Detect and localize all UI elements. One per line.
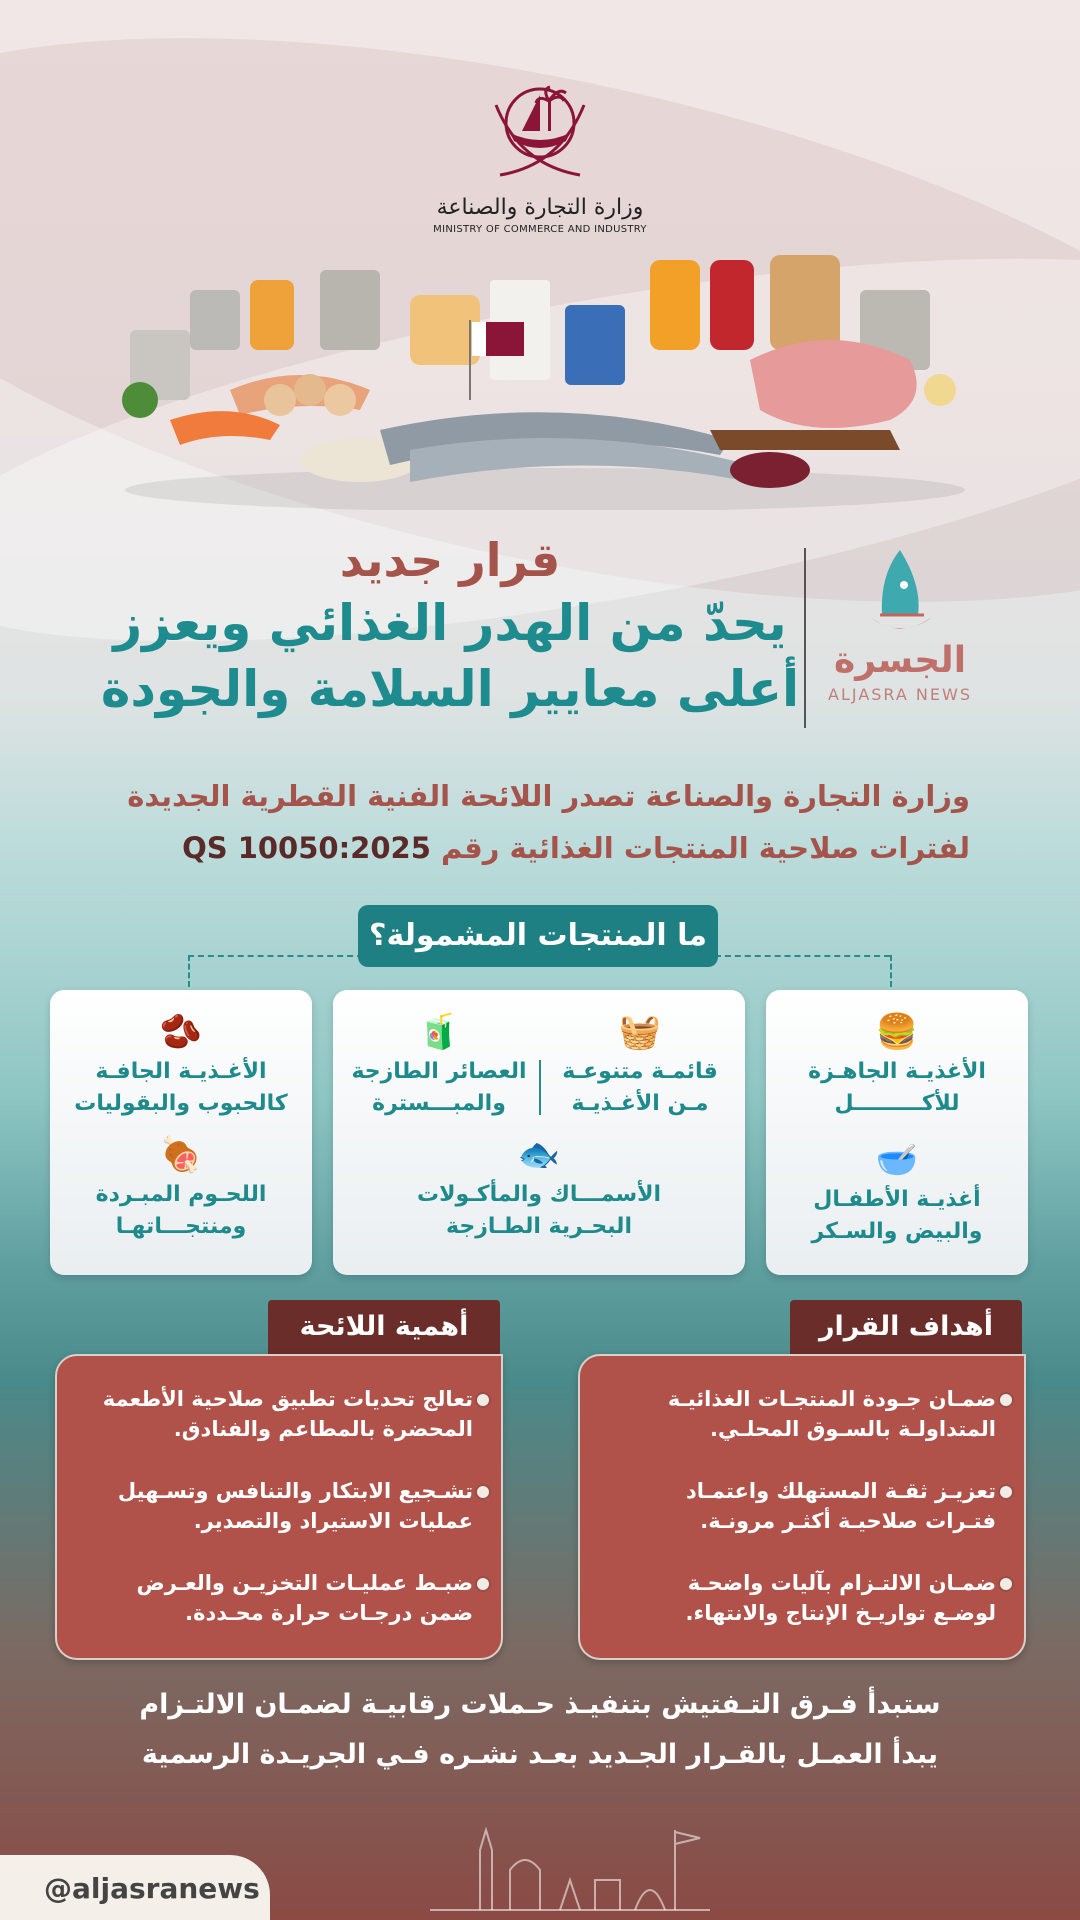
goal-line1: تعزيـز ثقـة المستهلك واعتمـاد bbox=[686, 1479, 996, 1503]
announcement-text bbox=[90, 770, 970, 874]
goal-line1: ضمـان جـودة المنتجـات الغذائيـة bbox=[667, 1387, 996, 1411]
goal-item bbox=[598, 1476, 996, 1536]
food-products-image bbox=[110, 250, 980, 510]
bowl-icon: 🥣 bbox=[875, 1140, 919, 1180]
brand-name-ar: الجسرة bbox=[833, 640, 967, 681]
goal-item bbox=[598, 1384, 996, 1444]
footer-line-1: ستبدأ فـرق التـفتيش بتنفيـذ حـملات رقابيـة لضمـان الالتـزام bbox=[139, 1689, 941, 1720]
bullet-icon bbox=[998, 1392, 1014, 1408]
goals-heading: أهداف القرار bbox=[790, 1300, 1022, 1354]
announcement-line-2 bbox=[90, 822, 970, 874]
category-label-line1: أغذيـة الأطفـال bbox=[813, 1187, 981, 1212]
importance-item bbox=[75, 1568, 473, 1628]
category-label-line2: ومنتجـــاتهـا bbox=[115, 1214, 247, 1239]
importance-line1: ضبـط عمليـات التخزيـن والعـرض bbox=[136, 1571, 473, 1595]
bullet-icon bbox=[475, 1392, 491, 1408]
goal-line2: لوضـع تواريـخ الإنتاج والانتهاء. bbox=[685, 1601, 996, 1625]
groceries-icon: 🧺 bbox=[618, 1012, 662, 1052]
bullet-icon bbox=[475, 1484, 491, 1500]
category-label-line2: والمبـــسترة bbox=[372, 1091, 506, 1116]
doha-skyline-icon bbox=[420, 1810, 720, 1920]
aljasra-logo bbox=[820, 545, 980, 704]
goal-line2: المتداولـة بالسـوق المحلـي. bbox=[710, 1417, 996, 1441]
goals-panel bbox=[578, 1354, 1026, 1660]
importance-line2: المحضرة بالمطاعم والفنادق. bbox=[173, 1417, 473, 1441]
products-card-middle bbox=[333, 990, 745, 1275]
ministry-name-ar: وزارة التجارة والصناعة bbox=[436, 195, 644, 220]
announcement-line-2-text: لفترات صلاحية المنتجات الغذائية رقم bbox=[441, 831, 970, 865]
connector-line-left bbox=[188, 955, 190, 987]
title-divider bbox=[804, 548, 806, 728]
importance-item bbox=[75, 1476, 473, 1536]
importance-line1: تعالج تحديات تطبيق صلاحية الأطعمة bbox=[102, 1387, 473, 1411]
burger-icon: 🍔 bbox=[875, 1012, 919, 1052]
category-label-line2: كالحبوب والبقوليات bbox=[74, 1091, 288, 1116]
footer-line-2: يبدأ العمـل بالقـرار الجـديد بعـد نشـره فـي الجريـدة الرسمية bbox=[141, 1739, 939, 1770]
category-label-line2: البحـرية الطـازجة bbox=[446, 1214, 632, 1239]
bullet-icon bbox=[998, 1484, 1014, 1500]
category-label-line1: قائمـة متنوعـة bbox=[562, 1059, 718, 1084]
products-heading: ما المنتجات المشمولة؟ bbox=[358, 905, 718, 967]
category-baby-food bbox=[776, 1140, 1018, 1248]
category-ready-foods bbox=[776, 1012, 1018, 1120]
announcement-line-1: وزارة التجارة والصناعة تصدر اللائحة الفنية القطرية الجديدة bbox=[127, 779, 970, 813]
importance-line2: عمليات الاستيراد والتصدير. bbox=[193, 1509, 473, 1533]
category-various-foods bbox=[545, 1012, 735, 1120]
brand-name-en: ALJASRA NEWS bbox=[828, 685, 972, 704]
category-label-line2: والبيض والسـكر bbox=[811, 1219, 983, 1244]
regulation-number: QS 10050:2025 bbox=[182, 831, 431, 865]
card-divider bbox=[539, 1060, 541, 1115]
ministry-logo bbox=[390, 75, 690, 235]
category-label-line1: الأغـذيـة الجافـة bbox=[95, 1059, 267, 1084]
category-label-line1: اللحـوم المبـردة bbox=[95, 1182, 267, 1207]
products-card-left bbox=[50, 990, 312, 1275]
importance-panel bbox=[55, 1354, 503, 1660]
social-handle: @aljasranews bbox=[44, 1872, 260, 1905]
headline-new-decision: قرار جديد bbox=[339, 533, 561, 587]
importance-line2: ضمن درجـات حرارة محـددة. bbox=[185, 1601, 473, 1625]
fish-icon: 🐟 bbox=[517, 1135, 561, 1175]
headline bbox=[100, 530, 800, 722]
importance-heading: أهمية اللائحة bbox=[268, 1300, 500, 1354]
qatar-emblem-icon bbox=[480, 75, 600, 185]
importance-item bbox=[75, 1384, 473, 1444]
category-label-line2: مـن الأغـذيـة bbox=[571, 1091, 709, 1116]
sail-boat-icon bbox=[860, 545, 940, 640]
connector-line-right bbox=[890, 955, 892, 987]
footer-notes bbox=[80, 1680, 1000, 1780]
goal-line1: ضمـان الالتـزام بآليات واضحـة bbox=[687, 1571, 996, 1595]
category-label-line1: العصائر الطازجة bbox=[351, 1059, 527, 1084]
goal-line2: فتـرات صلاحيـة أكثـر مرونـة. bbox=[700, 1509, 996, 1533]
category-label-line1: الأغذيـة الجاهـزة bbox=[808, 1059, 986, 1084]
headline-line-3: أعلى معايير السلامة والجودة bbox=[100, 660, 800, 718]
category-label-line1: الأسمـــاك والمأكـولات bbox=[416, 1182, 662, 1207]
importance-line1: تشـجيع الابتكار والتنافس وتسـهيل bbox=[117, 1479, 473, 1503]
beans-icon: 🫘 bbox=[159, 1012, 203, 1052]
ministry-name-en: MINISTRY OF COMMERCE AND INDUSTRY bbox=[433, 224, 647, 235]
products-card-right bbox=[766, 990, 1028, 1275]
category-seafood bbox=[353, 1135, 725, 1243]
juice-icon: 🧃 bbox=[417, 1012, 461, 1052]
headline-line-2: يحدّ من الهدر الغذائي ويعزز bbox=[113, 594, 787, 652]
category-label-line2: للأكـــــــــل bbox=[834, 1091, 960, 1116]
category-dry-foods bbox=[60, 1012, 302, 1120]
bullet-icon bbox=[998, 1576, 1014, 1592]
meat-icon: 🍖 bbox=[159, 1135, 203, 1175]
category-chilled-meat bbox=[60, 1135, 302, 1243]
category-juices bbox=[341, 1012, 537, 1120]
bullet-icon bbox=[475, 1576, 491, 1592]
goal-item bbox=[598, 1568, 996, 1628]
